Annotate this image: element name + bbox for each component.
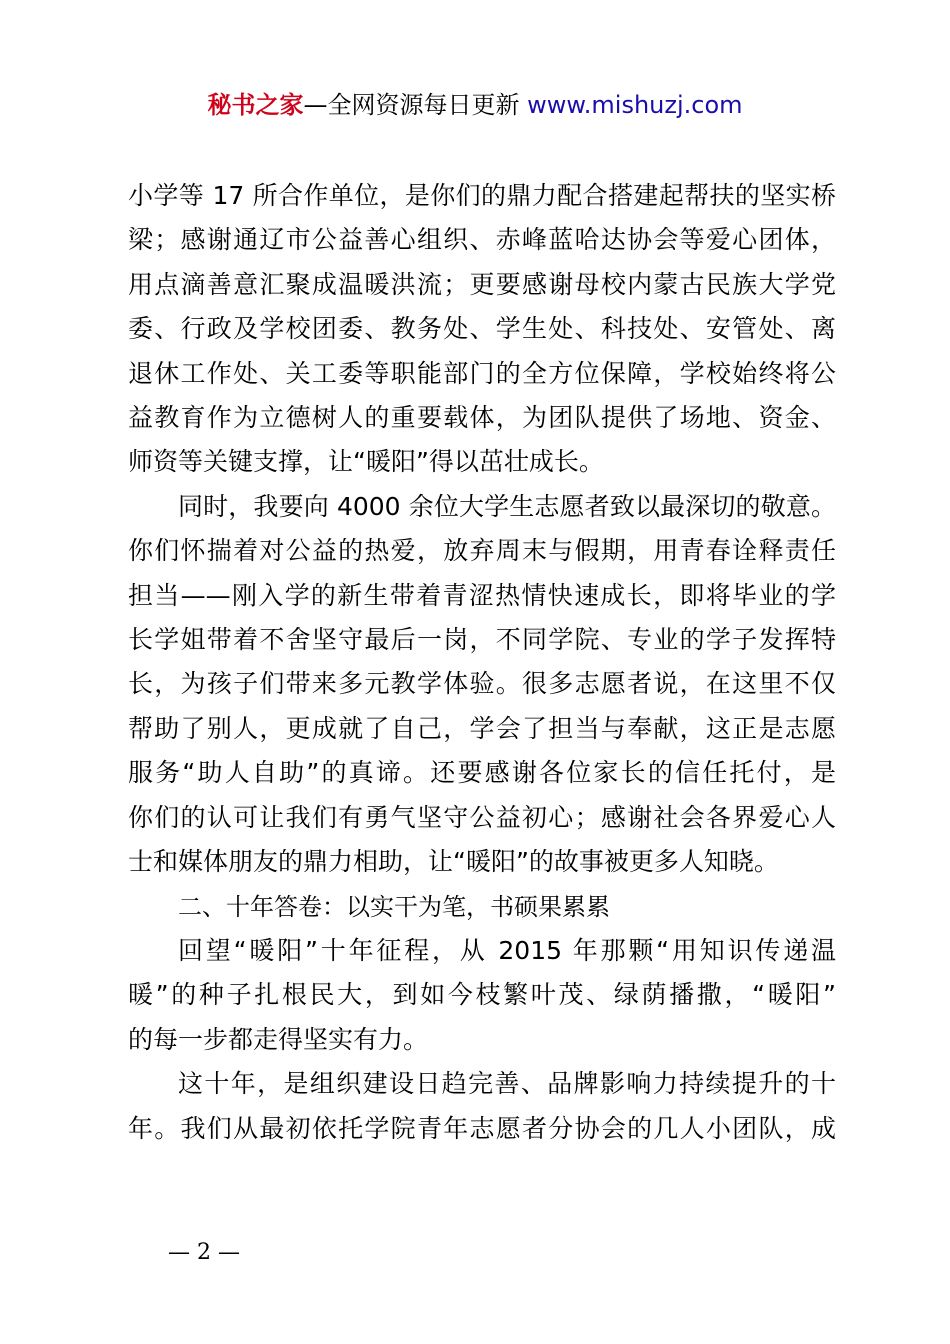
text-line: 回望“暖阳”十年征程，从 2015 年那颗“用知识传递温 xyxy=(178,935,836,965)
document-body xyxy=(128,174,836,1151)
text-line: 服务“助人自助”的真谛。还要感谢各位家长的信任托付，是 xyxy=(128,758,836,788)
text-line: 帮助了别人，更成就了自己，学会了担当与奉献，这正是志愿 xyxy=(128,713,836,743)
text-line: 退休工作处、关工委等职能部门的全方位保障，学校始终将公 xyxy=(128,358,836,388)
text-line: 同时，我要向 4000 余位大学生志愿者致以最深切的敬意。 xyxy=(178,491,836,521)
text-line: 这十年，是组织建设日趋完善、品牌影响力持续提升的十 xyxy=(178,1069,836,1099)
text-line: 暖”的种子扎根民大，到如今枝繁叶茂、绿荫播撒，“暖阳” xyxy=(128,980,836,1010)
text-line: 益教育作为立德树人的重要载体，为团队提供了场地、资金、 xyxy=(128,403,836,433)
text-line: 小学等 17 所合作单位，是你们的鼎力配合搭建起帮扶的坚实桥 xyxy=(128,181,836,210)
header-tagline: —全网资源每日更新 xyxy=(303,91,528,119)
text-line: 你们怀揣着对公益的热爱，放弃周末与假期，用青春诠释责任 xyxy=(128,536,836,566)
text-line: 长学姐带着不舍坚守最后一岗，不同学院、专业的学子发挥特 xyxy=(128,625,836,655)
text-line: 梁；感谢通辽市公益善心组织、赤峰蓝哈达协会等爱心团体， xyxy=(128,225,836,255)
text-line: 你们的认可让我们有勇气坚守公益初心；感谢社会各界爱心人 xyxy=(128,802,836,832)
header-url-link[interactable]: www.mishuzj.com xyxy=(527,91,743,119)
paragraph-thanks-partners xyxy=(128,174,836,485)
page-number: — 2 — xyxy=(168,1240,240,1265)
text-line: 师资等关键支撑，让“暖阳”得以茁壮成长。 xyxy=(128,447,604,477)
text-line: 委、行政及学校团委、教务处、学生处、科技处、安管处、离 xyxy=(128,314,836,344)
text-line: 士和媒体朋友的鼎力相助，让“暖阳”的故事被更多人知晓。 xyxy=(128,847,779,877)
section-heading: 二、十年答卷：以实干为笔，书硕果累累 xyxy=(178,892,610,921)
paragraph-decade xyxy=(128,1062,836,1151)
text-line: 年。我们从最初依托学院青年志愿者分协会的几人小团队，成 xyxy=(128,1113,836,1143)
paragraph-thanks-volunteers xyxy=(128,485,836,885)
brand-name: 秘书之家 xyxy=(207,91,304,119)
text-line: 用点滴善意汇聚成温暖洪流；更要感谢母校内蒙古民族大学党 xyxy=(128,269,836,299)
paragraph-review xyxy=(128,929,836,1062)
text-line: 的每一步都走得坚实有力。 xyxy=(128,1024,429,1054)
text-line: 长，为孩子们带来多元教学体验。很多志愿者说，在这里不仅 xyxy=(128,669,836,699)
text-line: 担当——刚入学的新生带着青涩热情快速成长，即将毕业的学 xyxy=(128,580,836,610)
page-header xyxy=(0,88,950,122)
